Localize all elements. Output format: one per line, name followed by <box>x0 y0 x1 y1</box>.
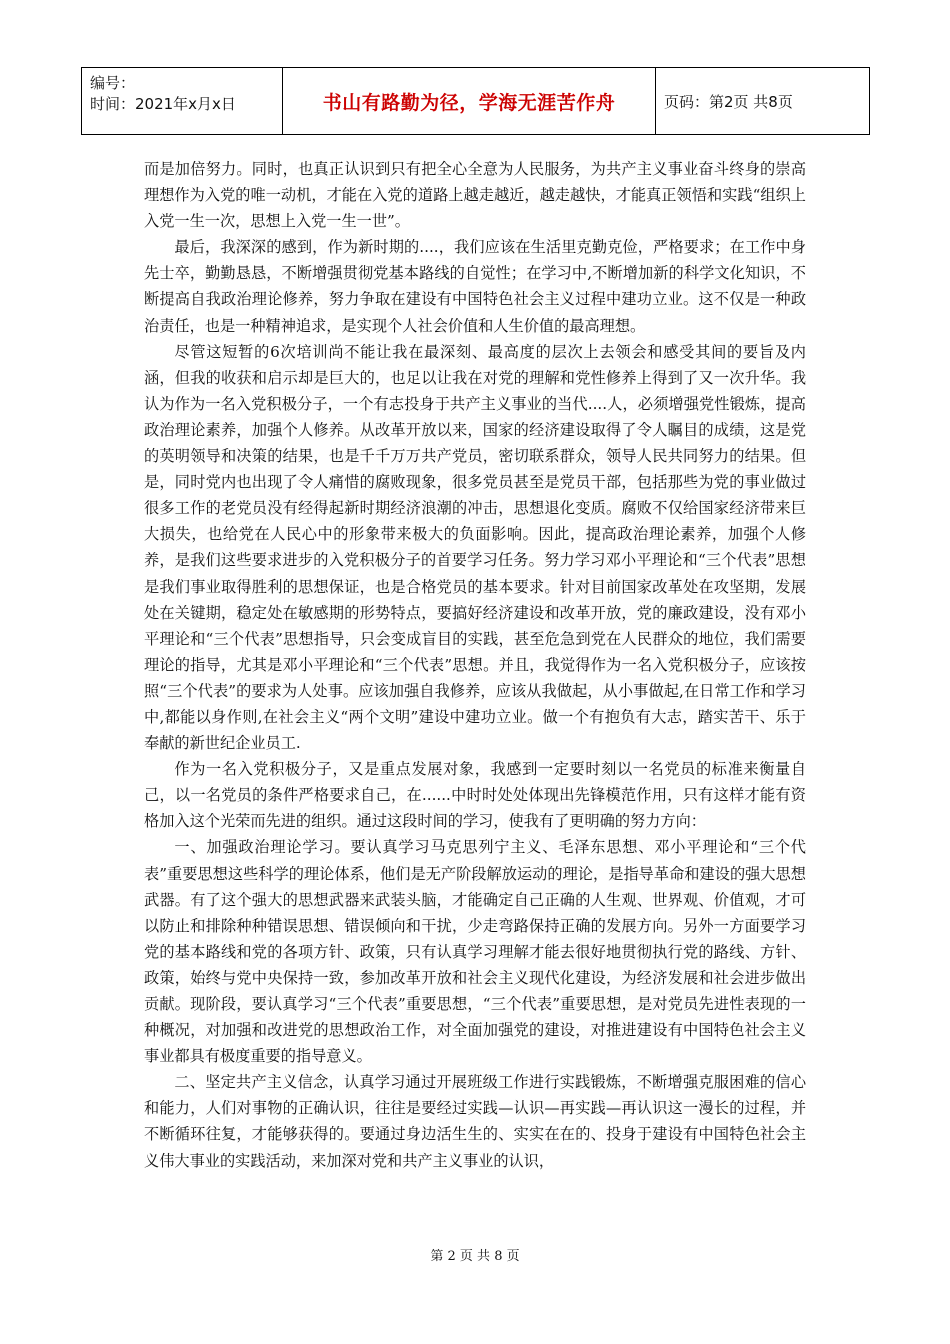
page-info: 页码：第2页 共8页 <box>664 92 793 111</box>
number-label: 编号： <box>90 74 136 92</box>
paragraph: 作为一名入党积极分子，又是重点发展对象，我感到一定要时刻以一名党员的标准来衡量自己，以一名党员的条件严格要求自己，在......中时时处处体现出先锋模范作用，只有这样才能有资格加入这个光荣而先进的组织。通过这段时间的学习，使我有了更明确的努力方向： <box>144 760 806 831</box>
header-meta-cell <box>82 68 283 134</box>
paragraph: 最后，我深深的感到，作为新时期的....，我们应该在生活里克勤克俭，严格要求；在工作中身先士卒，勤勤恳恳，不断增强贯彻党基本路线的自觉性；在学习中,不断增加新的科学文化知识，不断提高自我政治理论修养，努力争取在建设有中国特色社会主义过程中建功立业。这不仅是一种政治责任，也是一种精神追求，是实现个人社会价值和人生价值的最高理想。 <box>144 238 806 335</box>
page-footer: 第 2 页 共 8 页 <box>430 1249 520 1264</box>
paragraph: 一、加强政治理论学习。要认真学习马克思列宁主义、毛泽东思想、邓小平理论和“三个代表”重要思想这些科学的理论体系，他们是无产阶段解放运动的理论，是指导革命和建设的强大思想武器。有了这个强大的思想武器来武装头脑，才能确定自己正确的人生观、世界观、价值观，才可以防止和排除种种错误思想、错误倾向和干扰，少走弯路保持正确的发展方向。另外一方面要学习党的基本路线和党的各项方针、政策，只有认真学习理解才能去很好地贯彻执行党的路线、方针、政策，始终与党中央保持一致，参加改革开放和社会主义现代化建设，为经济发展和社会进步做出贡献。现阶段，要认真学习“三个代表”重要思想，“三个代表”重要思想，是对党员先进性表现的一种概况，对加强和改进党的思想政治工作，对全面加强党的建设，对推进建设有中国特色社会主义事业都具有极度重要的指导意义。 <box>144 838 806 1066</box>
paragraph: 二、坚定共产主义信念，认真学习通过开展班级工作进行实践锻炼，不断增强克服困难的信心和能力，人们对事物的正确认识，往往是要经过实践—认识—再实践—再认识这一漫长的过程，并不断循环往复，才能够获得的。要通过身边活生生的、实实在在的、投身于建设有中国特色社会主义伟大事业的实践活动，来加深对党和共产主义事业的认识， <box>144 1073 806 1170</box>
paragraph: 而是加倍努力。同时，也真正认识到只有把全心全意为人民服务，为共产主义事业奋斗终身的崇高理想作为入党的唯一动机，才能在入党的道路上越走越近，越走越快，才能真正领悟和实践“组织上入党一生一次，思想上入党一生一世”。 <box>144 160 806 231</box>
motto: 书山有路勤为径，学海无涯苦作舟 <box>283 68 656 134</box>
header-table <box>81 67 870 135</box>
document-body <box>144 156 806 1174</box>
paragraph: 尽管这短暂的6次培训尚不能让我在最深刻、最高度的层次上去领会和感受其间的要旨及内涵，但我的收获和启示却是巨大的，也足以让我在对党的理解和党性修养上得到了又一次升华。我认为作为一名入党积极分子，一个有志投身于共产主义事业的当代....人，必须增强党性锻炼，提高政治理论素养，加强个人修养。从改革开放以来，国家的经济建设取得了令人瞩目的成绩，这是党的英明领导和决策的结果，也是千千万万共产党员，密切联系群众，领导人民共同努力的结果。但是，同时党内也出现了令人痛惜的腐败现象，很多党员甚至是党员干部，包括那些为党的事业做过很多工作的老党员没有经得起新时期经济浪潮的冲击，思想退化变质。腐败不仅给国家经济带来巨大损失，也给党在人民心中的形象带来极大的负面影响。因此，提高政治理论素养，加强个人修养，是我们这些要求进步的入党积极分子的首要学习任务。努力学习邓小平理论和“三个代表”思想是我们事业取得胜利的思想保证，也是合格党员的基本要求。针对目前国家改革处在攻坚期，发展处在关键期，稳定处在敏感期的形势特点，要搞好经济建设和改革开放，党的廉政建设，没有邓小平理论和“三个代表”思想指导，只会变成盲目的实践，甚至危急到党在人民群众的地位，我们需要理论的指导，尤其是邓小平理论和“三个代表”思想。并且，我觉得作为一名入党积极分子，应该按照“三个代表”的要求为人处事。应该加强自我修养，应该从我做起，从小事做起,在日常工作和学习中,都能以身作则,在社会主义“两个文明”建设中建功立业。做一个有抱负有大志，踏实苦干、乐于奉献的新世纪企业员工. <box>144 342 806 753</box>
time-label: 时间：2021年x月x日 <box>90 95 236 113</box>
